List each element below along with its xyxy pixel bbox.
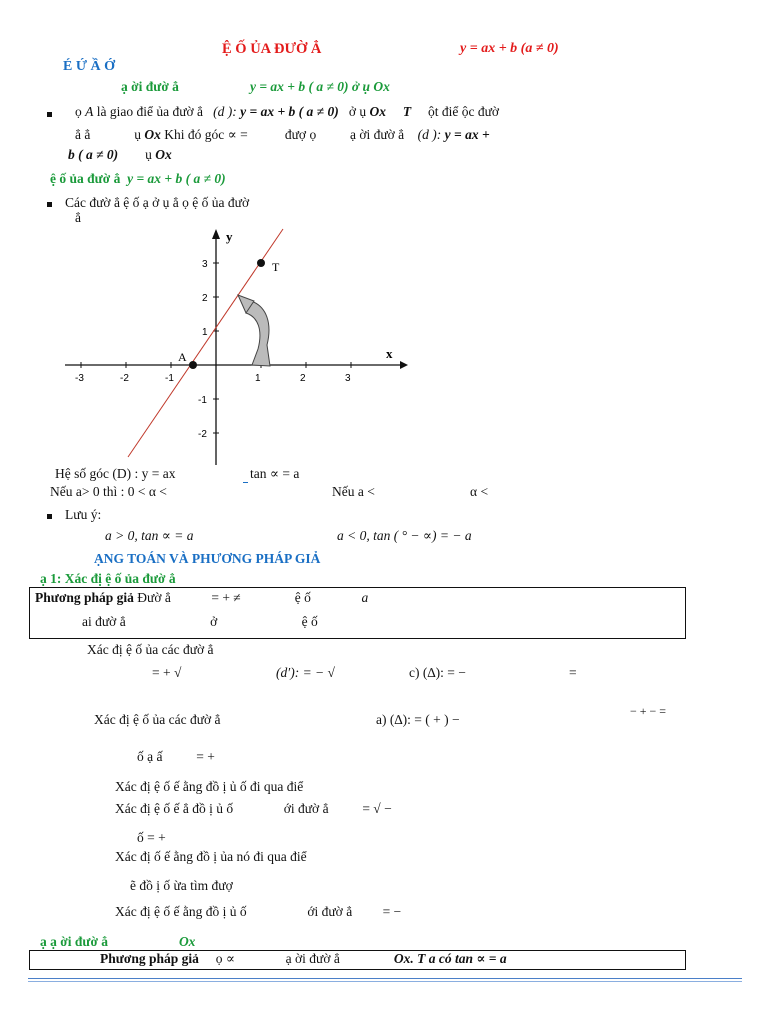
text: Đườ ẳ <box>137 590 171 605</box>
section-heading-1: É Ứ Ầ Ớ <box>63 59 115 74</box>
y-tick-label: 1 <box>202 327 208 338</box>
condition-negative: Nếu a < <box>332 484 375 499</box>
text: Xác đị ệ ố ế ằng đồ ị ủ ố <box>115 904 247 919</box>
text: đượ ọ <box>284 127 317 142</box>
exercise-5-line-2: ẽ đồ ị ố ừa tìm đượ <box>130 878 233 893</box>
point-t-label: T <box>402 104 412 119</box>
text: = + ≠ <box>211 590 241 605</box>
exercise-6 <box>115 904 401 920</box>
text: ọ <box>75 104 82 119</box>
text: ẳ ẳ <box>75 127 91 142</box>
footer-divider <box>28 978 742 979</box>
line-d-label: (d ): <box>213 104 237 119</box>
y-tick-label: -2 <box>198 429 207 440</box>
exercise-1-part-b: (d′): = − √ <box>276 665 335 680</box>
line-equation: b ( a ≠ 0) <box>68 147 119 162</box>
section-subheading-formula: y = ax + b ( a ≠ 0) ở ụ Ox <box>250 79 390 94</box>
text: a <box>361 590 369 605</box>
text: = √ − <box>362 801 392 816</box>
point-a-label: A <box>178 350 187 364</box>
x-tick-label: 2 <box>300 373 306 384</box>
tan-formula: tan ∝ = a <box>250 466 300 481</box>
method-label: Phương pháp giả <box>35 590 134 605</box>
x-axis-label: x <box>386 346 393 361</box>
line-equation: y = ax + b ( a ≠ 0) <box>127 171 226 186</box>
text: là giao điể ủa đườ ẳ <box>96 104 204 119</box>
text: Xác đị ệ ố ế ẳ đồ ị ủ ố <box>115 801 234 816</box>
y-tick-label: 3 <box>202 259 208 270</box>
method-box-1-line-1 <box>35 590 368 606</box>
slope-definition: Hệ số góc (D) : y = ax <box>55 466 176 481</box>
coordinate-graph <box>60 225 410 465</box>
definition-line-3 <box>68 147 172 163</box>
angle-arrow-icon <box>246 300 270 366</box>
method-label: Phương pháp giả <box>100 951 199 966</box>
point-a-label: A <box>85 104 94 119</box>
text: = − <box>382 904 402 919</box>
line-equation: y = ax + b ( a ≠ 0) <box>240 104 339 119</box>
bullet-point <box>47 202 52 207</box>
text: ới đườ ẳ <box>283 801 329 816</box>
text: ạ ời đườ ẳ <box>285 951 340 966</box>
point-t-label: T <box>272 260 280 274</box>
type1-heading: ạ 1: Xác đị ệ ố ủa đườ ẳ <box>40 571 176 586</box>
point-t <box>257 259 265 267</box>
line-d-label: (d ): <box>417 127 442 142</box>
note-positive: a > 0, tan ∝ = a <box>105 528 194 543</box>
exercise-4-line-2: ố = + <box>137 830 166 845</box>
section2-text: Các đườ ẳ ệ ố ạ ở ụ ẳ ọ ệ ố ủa đườ <box>65 195 250 210</box>
exercise-1-part-c: c) (∆): = − <box>409 665 466 680</box>
text: = + <box>196 749 215 764</box>
point-a <box>189 361 197 369</box>
definition-line-1 <box>75 104 499 120</box>
text: ới đườ ẳ <box>307 904 353 919</box>
bullet-point <box>47 514 52 519</box>
note-label: Lưu ý: <box>65 507 102 522</box>
ox-axis-label: Ox <box>369 104 386 119</box>
page-title: Ệ Ố ỦA ĐƯỜ Ẳ <box>222 41 322 57</box>
text: ạ ời đườ ẳ <box>349 127 405 142</box>
text: Khi đó góc ∝ = <box>164 127 248 142</box>
text: ở <box>210 614 218 629</box>
exercise-2-line-2 <box>137 749 215 765</box>
y-axis-label: y <box>226 229 233 244</box>
section-heading-2 <box>50 171 226 187</box>
x-tick-label: -3 <box>75 373 84 384</box>
text: Ox. T a có tan ∝ = a <box>393 951 507 966</box>
line-equation: y = ax + <box>444 127 490 142</box>
text: ố ạ ấ <box>137 749 163 764</box>
note-negative: a < 0, tan ( ° − ∝) = − a <box>337 528 472 543</box>
text: ạ ạ ời đườ ẳ <box>40 934 109 949</box>
exercise-3: Xác đị ệ ố ế ằng đồ ị ủ ố đi qua điể <box>115 779 304 794</box>
text: ụ <box>145 147 152 162</box>
ox-axis-label: Ox <box>144 127 161 142</box>
method-box-1-line-2 <box>82 614 318 630</box>
types-heading: ẠNG TOÁN VÀ PHƯƠNG PHÁP GIẢ <box>94 551 321 566</box>
x-tick-label: -1 <box>165 373 174 384</box>
page-title-formula: y = ax + b (a ≠ 0) <box>460 41 559 56</box>
exercise-1-part-d: = <box>569 665 577 680</box>
exercise-2-part-a: a) (∆): = ( + ) − <box>376 712 460 727</box>
y-tick-label: -1 <box>198 395 207 406</box>
exercise-2-extra: − + − = <box>630 704 667 718</box>
blue-marker <box>243 482 248 483</box>
y-tick-label: 2 <box>202 293 208 304</box>
y-axis-arrow <box>212 229 220 239</box>
exercise-2: Xác đị ệ ố ủa các đườ ẳ <box>94 712 221 727</box>
method-box-2-line <box>100 951 507 967</box>
section-subheading: ạ ời đườ ẳ <box>121 79 179 94</box>
x-axis-arrow <box>400 361 408 369</box>
footer-divider <box>28 981 742 982</box>
text: ọ ∝ <box>215 951 236 966</box>
type2-heading <box>40 934 195 950</box>
section2-text: ẳ <box>75 210 81 225</box>
text: ệ ố ủa đườ ẳ <box>50 171 121 186</box>
text: ệ ố <box>301 614 318 629</box>
exercise-1: Xác đị ệ ố ủa các đườ ẳ <box>87 642 214 657</box>
text: ai đườ ẳ <box>82 614 126 629</box>
text: ở ụ <box>348 104 367 119</box>
definition-line-2 <box>75 127 490 143</box>
exercise-4 <box>115 801 392 817</box>
exercise-1-part-a: = + √ <box>152 665 182 680</box>
method-box-1 <box>29 587 686 639</box>
method-box-2 <box>29 950 686 970</box>
x-tick-label: 1 <box>255 373 261 384</box>
text: ệ ố <box>294 590 311 605</box>
condition-positive: Nếu a> 0 thì : 0 < α < <box>50 484 167 499</box>
text: ột điể ộc đườ <box>427 104 500 119</box>
ox-axis-label: Ox <box>178 934 196 949</box>
condition-negative-angle: α < <box>470 484 489 499</box>
x-tick-label: 3 <box>345 373 351 384</box>
text: ụ <box>134 127 141 142</box>
x-tick-label: -2 <box>120 373 129 384</box>
ox-axis-label: Ox <box>155 147 172 162</box>
bullet-point <box>47 112 52 117</box>
exercise-5: Xác đị ố ế ằng đồ ị ủa nó đi qua điể <box>115 849 307 864</box>
